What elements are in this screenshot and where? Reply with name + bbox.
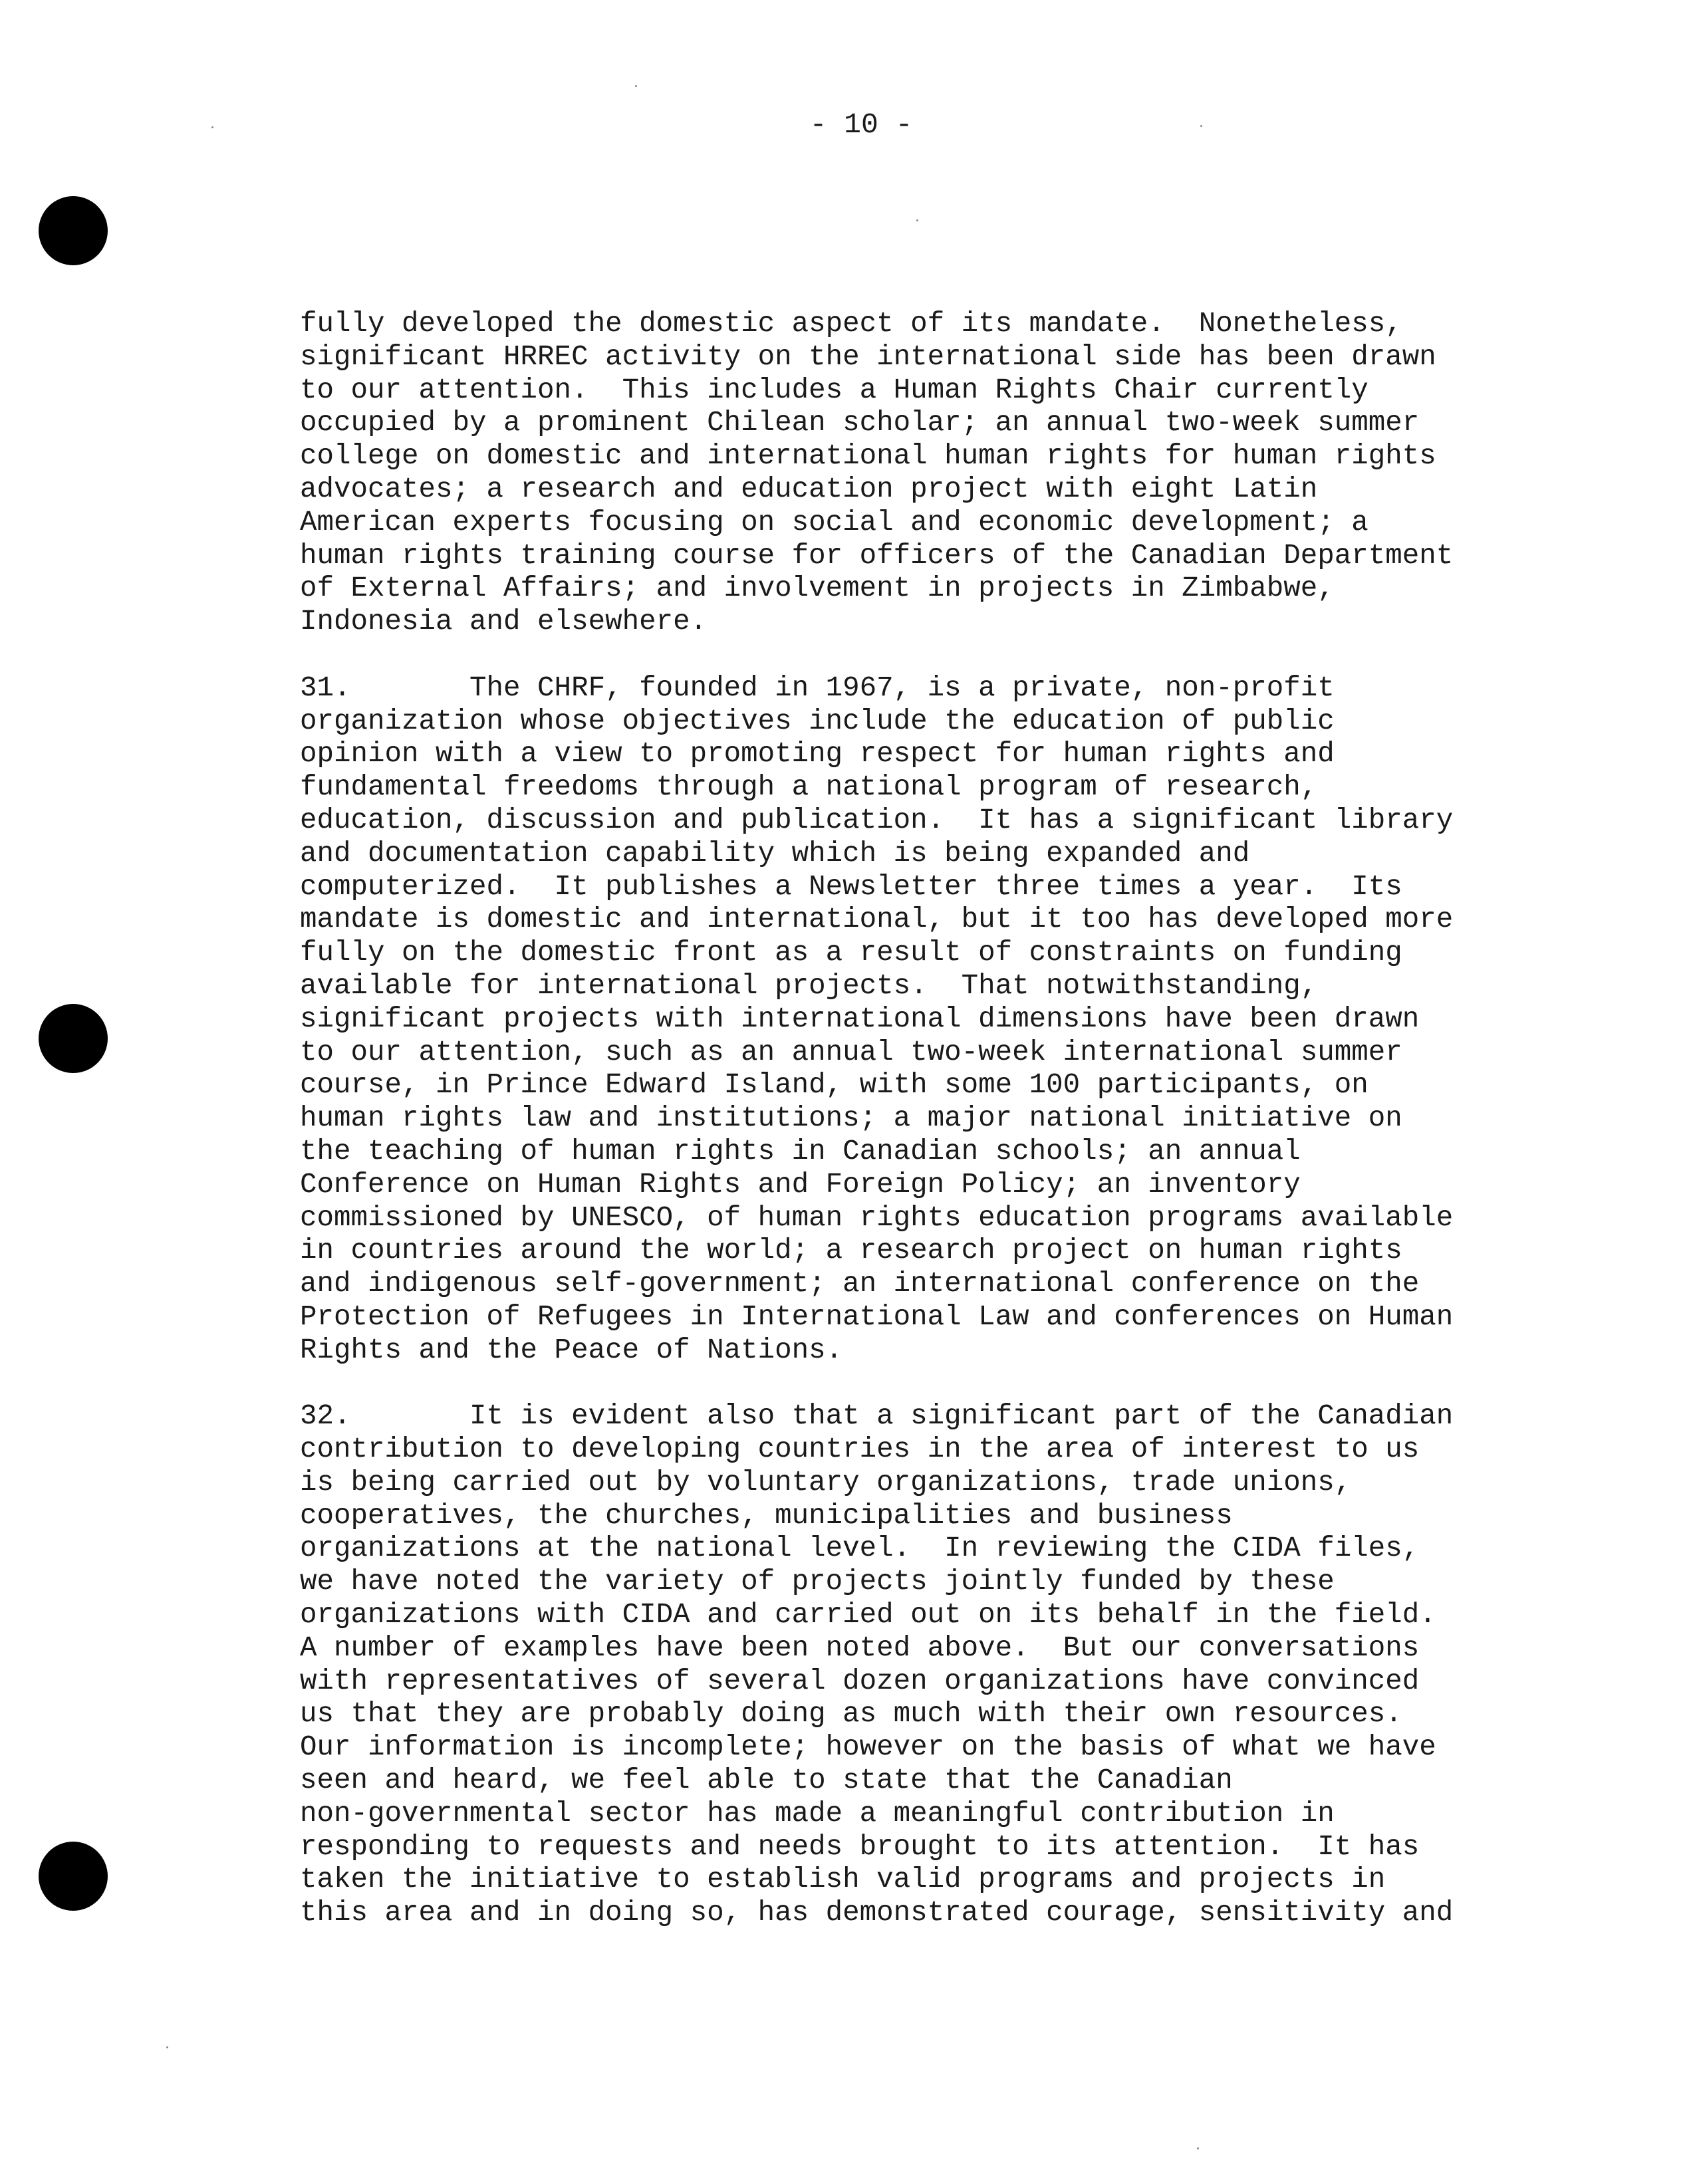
text-line: non-governmental sector has made a meaningful contribution in xyxy=(300,1797,1335,1830)
text-line: Indonesia and elsewhere. xyxy=(300,606,708,638)
text-line: human rights law and institutions; a major national initiative on xyxy=(300,1102,1402,1135)
text-line: occupied by a prominent Chilean scholar; an annual two-week summer xyxy=(300,407,1420,439)
text-line: and documentation capability which is being expanded and xyxy=(300,837,1250,870)
text-line: advocates; a research and education project with eight Latin xyxy=(300,473,1318,505)
scan-speck xyxy=(211,126,213,128)
text-line: opinion with a view to promoting respect for human rights and xyxy=(300,738,1335,771)
text-line: Protection of Refugees in International Law and conferences on Human xyxy=(300,1300,1454,1333)
text-line: fully on the domestic front as a result of constraints on funding xyxy=(300,937,1402,969)
text-line: Our information is incomplete; however on the basis of what we have xyxy=(300,1731,1436,1764)
text-line: us that they are probably doing as much with their own resources. xyxy=(300,1698,1402,1731)
text-line: and indigenous self-government; an international conference on the xyxy=(300,1268,1420,1300)
scan-speck xyxy=(166,2046,168,2048)
text-line: the teaching of human rights in Canadian schools; an annual xyxy=(300,1135,1301,1167)
text-line: course, in Prince Edward Island, with some 100 participants, on xyxy=(300,1069,1368,1102)
text-line: education, discussion and publication. It has a significant library xyxy=(300,804,1454,836)
document-body xyxy=(300,308,1454,1930)
text-line: human rights training course for officers of the Canadian Department xyxy=(300,539,1454,572)
text-line: 32. It is evident also that a significant part of the Canadian xyxy=(300,1400,1454,1433)
text-line: responding to requests and needs brought to its attention. It has xyxy=(300,1830,1420,1863)
paragraph-gap xyxy=(300,1368,1430,1401)
text-line: mandate is domestic and international, but it too has developed more xyxy=(300,904,1454,936)
text-line: Conference on Human Rights and Foreign Policy; an inventory xyxy=(300,1168,1301,1201)
text-line: available for international projects. That notwithstanding, xyxy=(300,969,1318,1002)
text-line: 31. The CHRF, founded in 1967, is a private, non-profit xyxy=(300,671,1335,704)
text-line: with representatives of several dozen organizations have convinced xyxy=(300,1665,1420,1697)
text-line: organizations with CIDA and carried out on its behalf in the field. xyxy=(300,1599,1436,1632)
text-line: to our attention, such as an annual two-week international summer xyxy=(300,1036,1402,1068)
text-line: commissioned by UNESCO, of human rights education programs available xyxy=(300,1201,1454,1234)
paragraph-continuation xyxy=(300,308,1454,639)
scan-speck xyxy=(916,219,918,221)
binder-hole xyxy=(39,1842,108,1911)
scan-speck xyxy=(1200,125,1202,127)
text-line: we have noted the variety of projects jointly funded by these xyxy=(300,1566,1335,1598)
scan-speck xyxy=(1197,2147,1199,2149)
binder-hole xyxy=(39,1004,108,1073)
text-line: is being carried out by voluntary organizations, trade unions, xyxy=(300,1466,1352,1499)
text-line: contribution to developing countries in the area of interest to us xyxy=(300,1433,1420,1466)
text-line: college on domestic and international human rights for human rights xyxy=(300,440,1436,473)
text-line: seen and heard, we feel able to state that the Canadian xyxy=(300,1764,1233,1797)
binder-hole xyxy=(39,196,108,265)
text-line: cooperatives, the churches, municipalities and business xyxy=(300,1499,1233,1532)
text-line: fundamental freedoms through a national program of research, xyxy=(300,771,1318,804)
scan-speck xyxy=(635,85,637,87)
paragraph-gap xyxy=(300,639,1430,672)
text-line: significant HRREC activity on the international side has been drawn xyxy=(300,340,1436,373)
text-line: organizations at the national level. In reviewing the CIDA files, xyxy=(300,1532,1420,1565)
text-line: American experts focusing on social and economic development; a xyxy=(300,506,1368,539)
paragraph-31 xyxy=(300,671,1454,1368)
text-line: fully developed the domestic aspect of its mandate. Nonetheless, xyxy=(300,308,1402,340)
text-line: taken the initiative to establish valid programs and projects in xyxy=(300,1864,1386,1896)
text-line: in countries around the world; a research project on human rights xyxy=(300,1235,1402,1267)
text-line: organization whose objectives include the education of public xyxy=(300,705,1335,737)
text-line: of External Affairs; and involvement in projects in Zimbabwe, xyxy=(300,572,1335,605)
page-number: - 10 - xyxy=(809,108,913,141)
text-line: significant projects with international dimensions have been drawn xyxy=(300,1003,1420,1035)
text-line: A number of examples have been noted above. But our conversations xyxy=(300,1632,1420,1664)
text-line: computerized. It publishes a Newsletter three times a year. Its xyxy=(300,870,1402,903)
text-line: this area and in doing so, has demonstrated courage, sensitivity and xyxy=(300,1897,1454,1929)
text-line: Rights and the Peace of Nations. xyxy=(300,1334,843,1366)
paragraph-32 xyxy=(300,1400,1454,1930)
text-line: to our attention. This includes a Human Rights Chair currently xyxy=(300,374,1368,406)
